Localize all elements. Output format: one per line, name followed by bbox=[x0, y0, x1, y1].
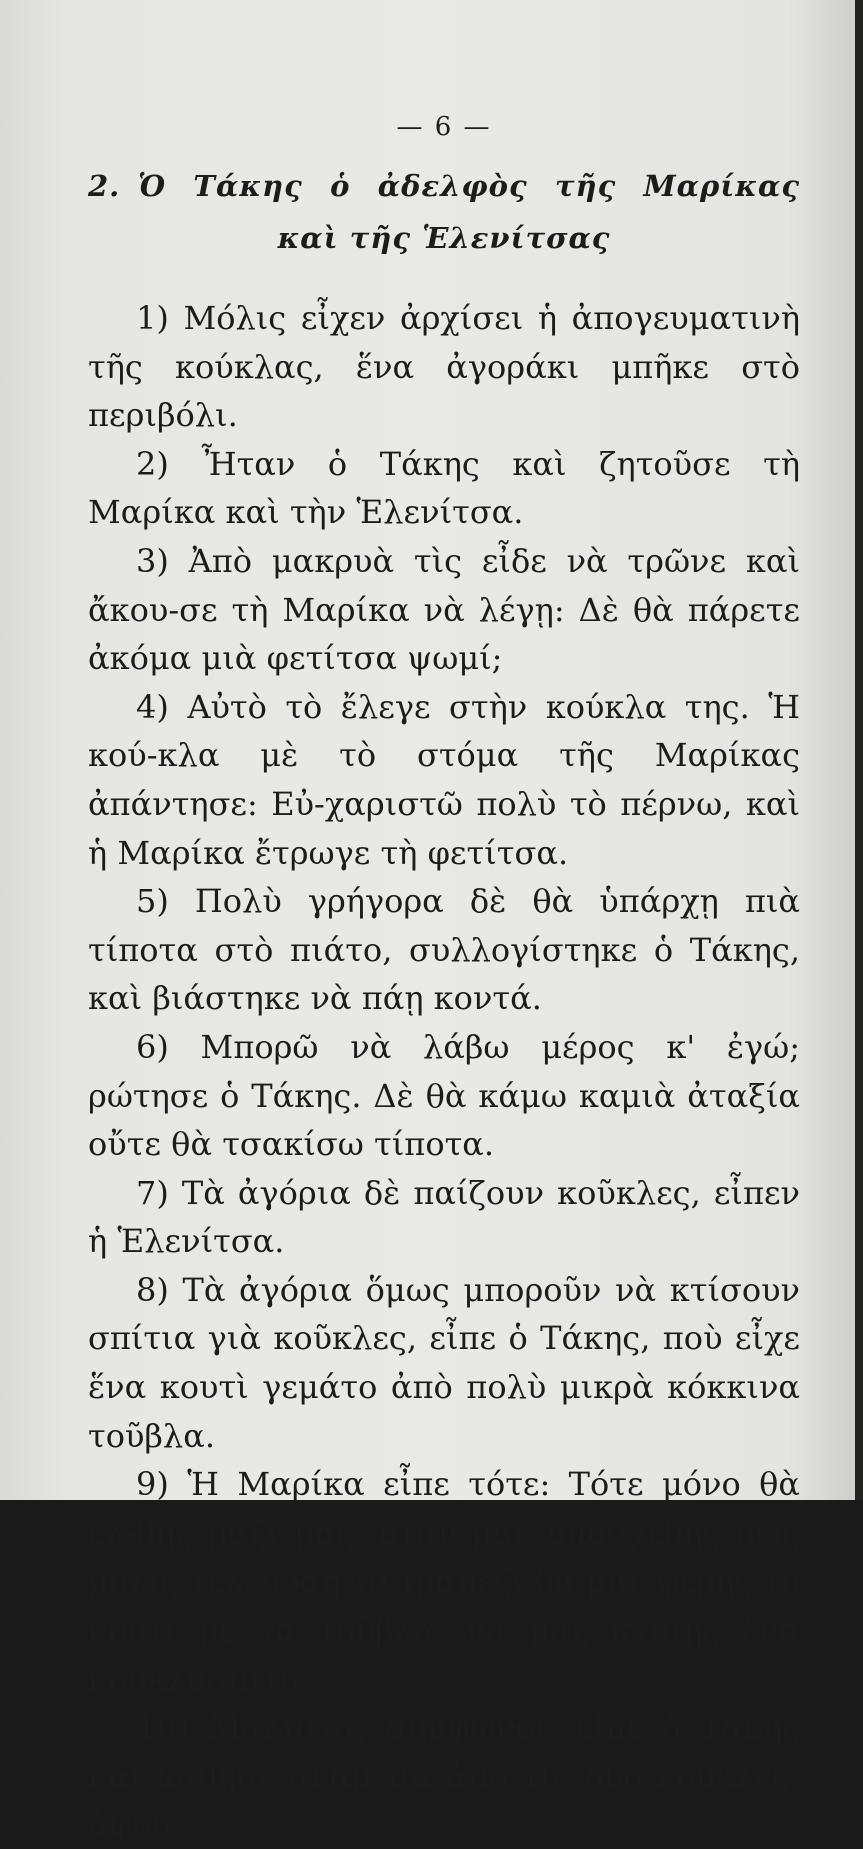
paragraph-2: 2) Ἦταν ὁ Τάκης καὶ ζητοῦσε τὴ Μαρίκα καὶ τὴν Ἑλενίτσα. bbox=[88, 444, 800, 532]
section-number: 2. bbox=[88, 169, 121, 203]
paragraph-8: 8) Τὰ ἀγόρια ὅμως μποροῦν νὰ κτίσουν σπίτια γιὰ κοῦκλες, εἶπε ὁ Τάκης, ποὺ εἶχε ἕνα κουτὶ γεμάτο ἀπὸ πολὺ μικρὰ κόκκινα τοῦβλα. bbox=[88, 1270, 800, 1455]
paragraph-6: 6) Μπορῶ νὰ λάβω μέρος κ' ἐγώ; ρώτησε ὁ Τάκης. Δὲ θὰ κάμω καμιὰ ἀταξία οὔτε θὰ τσακίσω τίποτα. bbox=[88, 1027, 800, 1164]
page-content bbox=[88, 112, 800, 1849]
paragraph-7: 7) Τὰ ἀγόρια δὲ παίζουν κοῦκλες, εἶπεν ἡ Ἑλενίτσα. bbox=[88, 1173, 800, 1261]
paragraph-3: 3) Ἀπὸ μακρυὰ τὶς εἶδε νὰ τρῶνε καὶ ἄκου-σε τὴ Μαρίκα νὰ λέγῃ: Δὲ θὰ πάρετε ἀκόμα μιὰ φετίτσα ψωμί; bbox=[88, 541, 800, 678]
paragraph-5: 5) Πολὺ γρήγορα δὲ θὰ ὑπάρχῃ πιὰ τίποτα στὸ πιάτο, συλλογίστηκε ὁ Τάκης, καὶ βιάστηκε νὰ πάῃ κοντά. bbox=[88, 882, 800, 1018]
paragraph-9: 9) Ἡ Μαρίκα εἶπε τότε: Τότε μόνο θὰ ἔλ-θῃς μαζί μας, ὅταν μᾶς ὑποσχεθῇς πῶς μόλις τελειώσῃ τὸ τραπέζι θὰ μᾶς φέρῃς τὸ κουτὶ μὲ τὰ τοῦβλα, νὰ μᾶς κτίσῃς ἕνα κουκλόσπιτο. bbox=[88, 1465, 800, 1698]
paragraph-10: 10) Μάλιστα, σύμφωνοι, εἶπε ὁ Τάκης καὶ κάθησε ἀνάμεσα ἀπὸ τὶς δυὸ κοῦκλες, ἀφοῦ bbox=[88, 1708, 800, 1844]
paragraph-4: 4) Αὐτὸ τὸ ἔλεγε στὴν κούκλα της. Ἡ κού-κλα μὲ τὸ στόμα τῆς Μαρίκας ἀπάντησε: Εὐ-χαριστῶ πολὺ τὸ πέρνω, καὶ ἡ Μαρίκα ἔτρωγε τὴ φετίτσα. bbox=[88, 687, 800, 872]
page-number: — 6 — bbox=[396, 112, 492, 142]
section-heading-line-1 bbox=[88, 160, 800, 212]
paragraph-1: 1) Μόλις εἶχεν ἀρχίσει ἡ ἀπογευματινὴ τῆς κούκλας, ἕνα ἀγοράκι μπῆκε στὸ περιβόλι. bbox=[88, 299, 800, 435]
page-edge-shadow bbox=[855, 0, 863, 1500]
section-heading bbox=[88, 160, 800, 264]
section-title-line-1: Ὁ Τάκης ὁ ἀδελφὸς τῆς Μαρίκας bbox=[138, 169, 800, 203]
section-title-line-2: καὶ τῆς Ἑλενίτσας bbox=[277, 221, 611, 255]
